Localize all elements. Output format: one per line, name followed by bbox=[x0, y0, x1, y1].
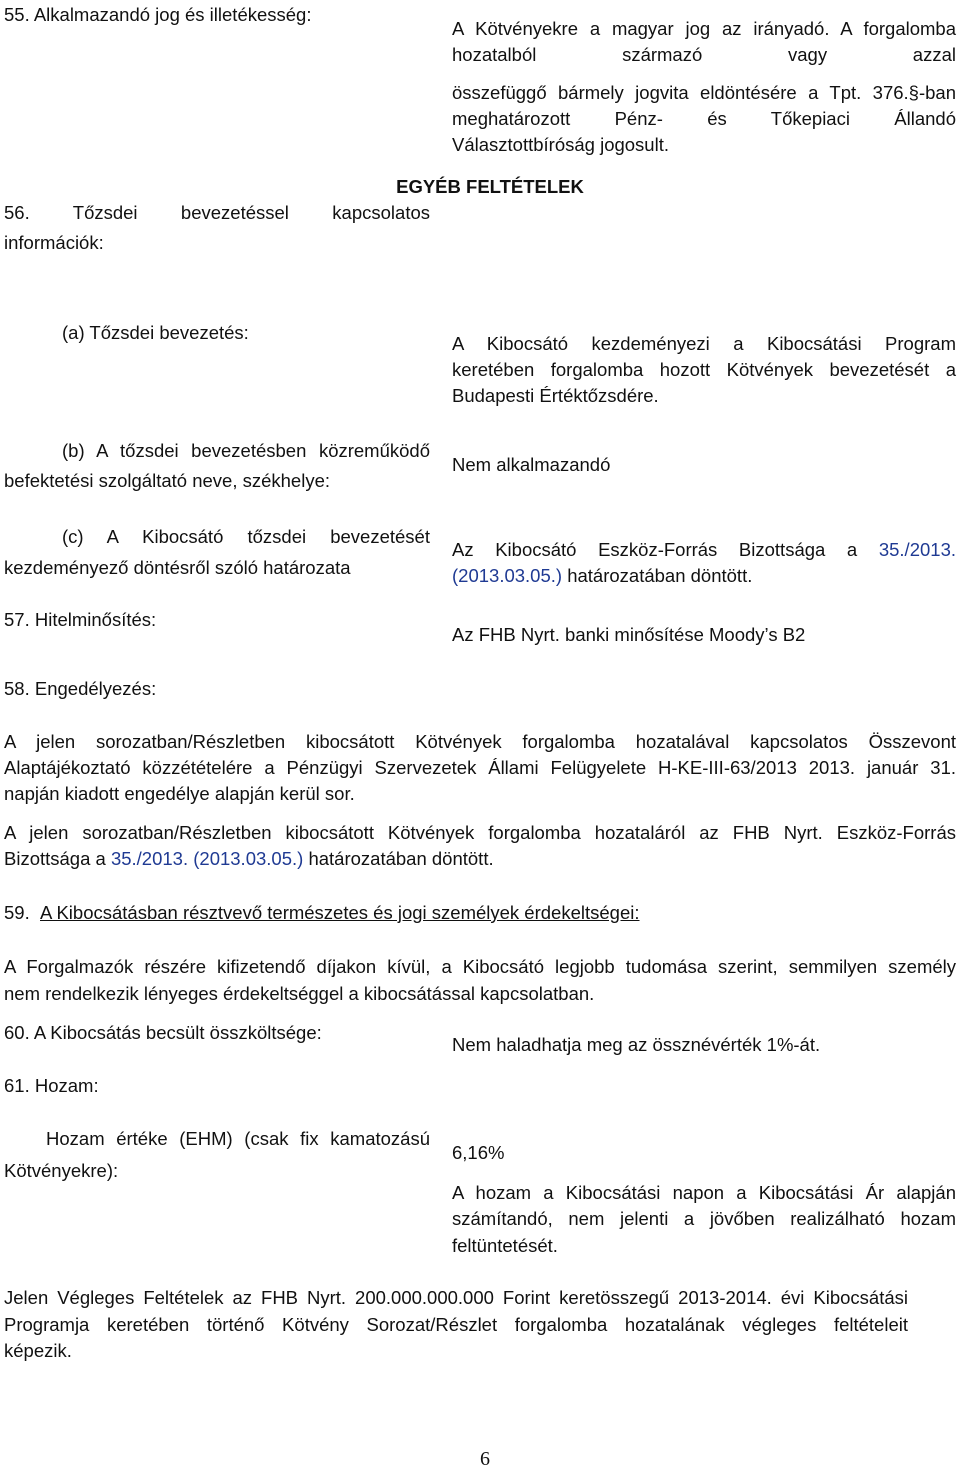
section-56c-resolution-date: (2013.03.05.) bbox=[452, 565, 563, 586]
page-number: 6 bbox=[480, 1448, 490, 1470]
section-61-yield-label-line2: Kötvényekre): bbox=[4, 1160, 119, 1181]
section-55-label: 55. Alkalmazandó jog és illetékesség: bbox=[4, 4, 312, 25]
section-59-label: A Kibocsátásban résztvevő természetes és jogi személyek érdekeltségei: bbox=[40, 902, 640, 923]
section-58-para2-line2 bbox=[4, 846, 956, 872]
section-60-value: Nem haladhatja meg az össznévérték 1%-át. bbox=[452, 1034, 821, 1055]
section-61-yield-label-line1: Hozam értéke (EHM) (csak fix kamatozású bbox=[46, 1128, 430, 1149]
section-61-label: 61. Hozam: bbox=[4, 1075, 99, 1096]
section-55-value-line3: meghatározott Pénz- és Tőkepiaci Állandó bbox=[452, 108, 956, 129]
section-56c-label-line2: kezdeményező döntésről szóló határozata bbox=[4, 557, 351, 578]
section-59-heading bbox=[4, 900, 956, 926]
section-56c-label-line1: (c) A Kibocsátó tőzsdei bevezetését bbox=[62, 526, 430, 547]
section-61-note-line1: A hozam a Kibocsátási napon a Kibocsátási Ár alapján bbox=[452, 1182, 956, 1203]
section-56c-resolution-ref: 35./2013. bbox=[878, 539, 956, 560]
section-57-label: 57. Hitelminősítés: bbox=[4, 609, 157, 630]
section-56-label-line1: 56. Tőzsdei bevezetéssel kapcsolatos bbox=[4, 202, 430, 223]
section-56-label-line2: információk: bbox=[4, 232, 104, 253]
section-56b-label-line2: befektetési szolgáltató neve, székhelye: bbox=[4, 470, 330, 491]
section-56c-value-line1 bbox=[452, 537, 956, 563]
section-56a-value-line2: keretében forgalomba hozott Kötvények bevezetését a bbox=[452, 359, 956, 380]
section-58-para1-line3: napján kiadott engedélye alapján kerül sor. bbox=[4, 783, 355, 804]
section-59-para-line2: nem rendelkezik lényeges érdekeltséggel a kibocsátással kapcsolatban. bbox=[4, 983, 595, 1004]
section-56c-value-line2 bbox=[452, 563, 956, 589]
closing-line3: képezik. bbox=[4, 1340, 72, 1361]
section-56a-value-line3: Budapesti Értéktőzsdére. bbox=[452, 385, 659, 406]
section-61-note-line3: feltüntetését. bbox=[452, 1235, 558, 1256]
section-58-para1-line1: A jelen sorozatban/Részletben kibocsátott Kötvények forgalomba hozatalával kapcsolatos Összevont bbox=[4, 731, 956, 752]
section-61-yield-value: 6,16% bbox=[452, 1142, 505, 1163]
section-56c-value-post: határozatában döntött. bbox=[562, 565, 753, 586]
section-59-para-line1: A Forgalmazók részére kifizetendő díjakon kívül, a Kibocsátó legjobb tudomása szerint, semmilyen személy bbox=[4, 956, 956, 977]
section-55-value-line4: Választottbíróság jogosult. bbox=[452, 134, 669, 155]
section-57-value: Az FHB Nyrt. banki minősítése Moody’s B2 bbox=[452, 624, 806, 645]
section-58-para2-post: határozatában döntött. bbox=[303, 848, 494, 869]
section-58-para1-line2: Alaptájékoztató közzétételére a Pénzügyi Szervezetek Állami Felügyelete H-KE-III-63/2013 2013. január 31. bbox=[4, 757, 956, 778]
section-55-value-line2: összefüggő bármely jogvita eldöntésére a Tpt. 376.§-ban bbox=[452, 82, 956, 103]
section-56a-value-line1: A Kibocsátó kezdeményezi a Kibocsátási Program bbox=[452, 333, 956, 354]
section-56b-value: Nem alkalmazandó bbox=[452, 454, 611, 475]
section-55-value-line1: A Kötvényekre a magyar jog az irányadó. A forgalomba hozatalból származó vagy azzal bbox=[452, 18, 956, 65]
section-heading: EGYÉB FELTÉTELEK bbox=[396, 176, 584, 197]
section-56a-label: (a) Tőzsdei bevezetés: bbox=[62, 322, 249, 343]
section-61-note-line2: számítandó, nem jelenti a jövőben realizálható hozam bbox=[452, 1208, 956, 1229]
closing-line2: Programja keretében történő Kötvény Sorozat/Részlet forgalomba hozatalának végleges feltételeit bbox=[4, 1314, 908, 1335]
section-58-resolution-ref: 35./2013. (2013.03.05.) bbox=[110, 848, 304, 869]
section-56b-label-line1: (b) A tőzsdei bevezetésben közreműködő bbox=[62, 440, 430, 461]
section-60-label: 60. A Kibocsátás becsült összköltsége: bbox=[4, 1022, 322, 1043]
section-58-para2-line1: A jelen sorozatban/Részletben kibocsátott Kötvények forgalomba hozataláról az FHB Nyrt. Eszköz-Forrás bbox=[4, 822, 956, 843]
section-56c-value-pre: Az Kibocsátó Eszköz-Forrás Bizottsága a bbox=[452, 539, 879, 560]
section-58-label: 58. Engedélyezés: bbox=[4, 678, 157, 699]
closing-line1: Jelen Végleges Feltételek az FHB Nyrt. 200.000.000.000 Forint keretösszegű 2013-2014. évi Kibocsátási bbox=[4, 1287, 908, 1308]
section-59-number: 59. bbox=[4, 902, 30, 923]
section-58-para2-pre: Bizottsága a bbox=[4, 848, 111, 869]
